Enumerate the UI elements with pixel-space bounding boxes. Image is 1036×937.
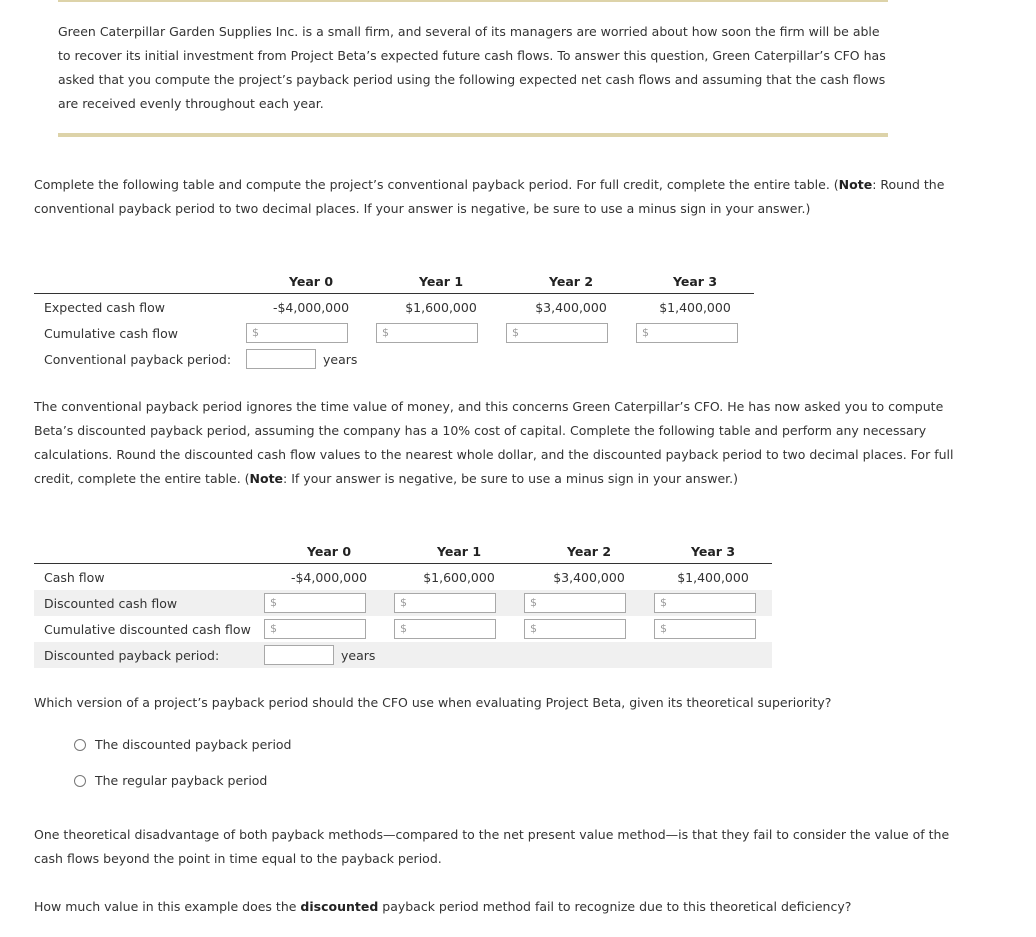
- row-label: Cash flow: [44, 569, 105, 585]
- table-row: [34, 642, 772, 668]
- dollar-sign: $: [270, 622, 277, 635]
- instructions-conventional: Complete the following table and compute the project’s conventional payback period. For full credit, complete the entire table. (Note: Round the conventional payback period to two decimal places. If your answer is negative, be sure to use a minus sign in your answer.): [34, 177, 945, 216]
- table-row: [34, 616, 772, 642]
- table-row: [34, 564, 772, 591]
- radio-button-icon[interactable]: [74, 775, 86, 787]
- option-label: The regular payback period: [95, 773, 268, 788]
- cash-flow-value: $1,400,000: [659, 299, 731, 315]
- cash-flow-value: $1,600,000: [405, 299, 477, 315]
- year-3-header: Year 3: [636, 269, 754, 294]
- radio-button-icon[interactable]: [74, 739, 86, 751]
- dollar-sign: $: [252, 326, 259, 339]
- row-label: Cumulative cash flow: [44, 325, 179, 341]
- dollar-sign: $: [642, 326, 649, 339]
- row-label: Cumulative discounted cash flow: [44, 621, 251, 637]
- option-discounted-payback[interactable]: [74, 737, 292, 752]
- cash-flow-value: $3,400,000: [553, 569, 625, 585]
- discounted-cash-flow-year3-input[interactable]: [654, 593, 756, 613]
- year-1-header: Year 1: [376, 269, 506, 294]
- intro-bottom-divider: [58, 133, 888, 137]
- question-unrecognized-value: How much value in this example does the discounted payback period method fail to recognize due to this theoretical deficiency?: [34, 899, 852, 914]
- row-label: Conventional payback period:: [44, 351, 232, 367]
- cash-flow-value: $1,400,000: [677, 569, 749, 585]
- table-row: [34, 590, 772, 616]
- year-0-header: Year 0: [246, 269, 376, 294]
- payback-disadvantage-paragraph: One theoretical disadvantage of both payback methods—compared to the net present value method—is that they fail to consider the value of the cash flows beyond the point in time equal to the payback period.: [34, 827, 950, 866]
- discounted-payback-input[interactable]: [264, 645, 334, 665]
- table-row: [34, 320, 754, 346]
- dollar-sign: $: [512, 326, 519, 339]
- year-1-header: Year 1: [394, 539, 524, 564]
- table-header-row: [34, 539, 772, 564]
- cash-flow-value: $1,600,000: [423, 569, 495, 585]
- cumulative-cash-flow-year3-input[interactable]: [636, 323, 738, 343]
- dollar-sign: $: [270, 596, 277, 609]
- dollar-sign: $: [660, 596, 667, 609]
- conventional-payback-table: [34, 269, 754, 372]
- dollar-sign: $: [382, 326, 389, 339]
- dollar-sign: $: [400, 622, 407, 635]
- cumulative-discounted-year1-input[interactable]: [394, 619, 496, 639]
- cumulative-cash-flow-year2-input[interactable]: [506, 323, 608, 343]
- cumulative-discounted-year0-input[interactable]: [264, 619, 366, 639]
- year-3-header: Year 3: [654, 539, 772, 564]
- year-0-header: Year 0: [264, 539, 394, 564]
- top-divider: [58, 0, 888, 2]
- discounted-cash-flow-year0-input[interactable]: [264, 593, 366, 613]
- cash-flow-value: -$4,000,000: [272, 299, 350, 315]
- cash-flow-value: $3,400,000: [535, 299, 607, 315]
- row-label: Discounted payback period:: [34, 642, 264, 668]
- cumulative-discounted-year2-input[interactable]: [524, 619, 626, 639]
- cash-flow-value: -$4,000,000: [290, 569, 368, 585]
- instructions-discounted: The conventional payback period ignores the time value of money, and this concerns Green Caterpillar’s CFO. He has now asked you to compute Beta’s discounted payback period, assuming the company has a 10% cost of capital. Complete the following table and perform any necessary calculations. Round the discounted cash flow values to the nearest whole dollar, and the discounted payback period to two decimal places. For full credit, complete the entire table. (Note: If your answer is negative, be sure to use a minus sign in your answer.): [34, 399, 954, 486]
- year-2-header: Year 2: [524, 539, 654, 564]
- table-header-row: [34, 269, 754, 294]
- discounted-payback-table: [34, 539, 772, 668]
- cumulative-discounted-year3-input[interactable]: [654, 619, 756, 639]
- option-label: The discounted payback period: [95, 737, 292, 752]
- question-payback-version: Which version of a project’s payback period should the CFO use when evaluating Project Beta, given its theoretical superiority?: [34, 695, 832, 710]
- table-row: [34, 346, 754, 372]
- year-2-header: Year 2: [506, 269, 636, 294]
- cumulative-cash-flow-year1-input[interactable]: [376, 323, 478, 343]
- option-regular-payback[interactable]: [74, 773, 267, 788]
- dollar-sign: $: [530, 622, 537, 635]
- years-unit: years: [323, 351, 358, 367]
- dollar-sign: $: [400, 596, 407, 609]
- years-unit: years: [341, 647, 376, 663]
- row-label: Expected cash flow: [44, 299, 165, 315]
- dollar-sign: $: [660, 622, 667, 635]
- conventional-payback-input[interactable]: [246, 349, 316, 369]
- dollar-sign: $: [530, 596, 537, 609]
- intro-paragraph: Green Caterpillar Garden Supplies Inc. is a small firm, and several of its managers are worried about how soon the firm will be able to recover its initial investment from Project Beta’s expected future cash flows. To answer this question, Green Caterpillar’s CFO has asked that you compute the project’s payback period using the following expected net cash flows and assuming that the cash flows are received evenly throughout each year.: [58, 24, 886, 111]
- discounted-cash-flow-year1-input[interactable]: [394, 593, 496, 613]
- table-row: [34, 294, 754, 321]
- row-label: Discounted cash flow: [34, 590, 264, 616]
- discounted-cash-flow-year2-input[interactable]: [524, 593, 626, 613]
- cumulative-cash-flow-year0-input[interactable]: [246, 323, 348, 343]
